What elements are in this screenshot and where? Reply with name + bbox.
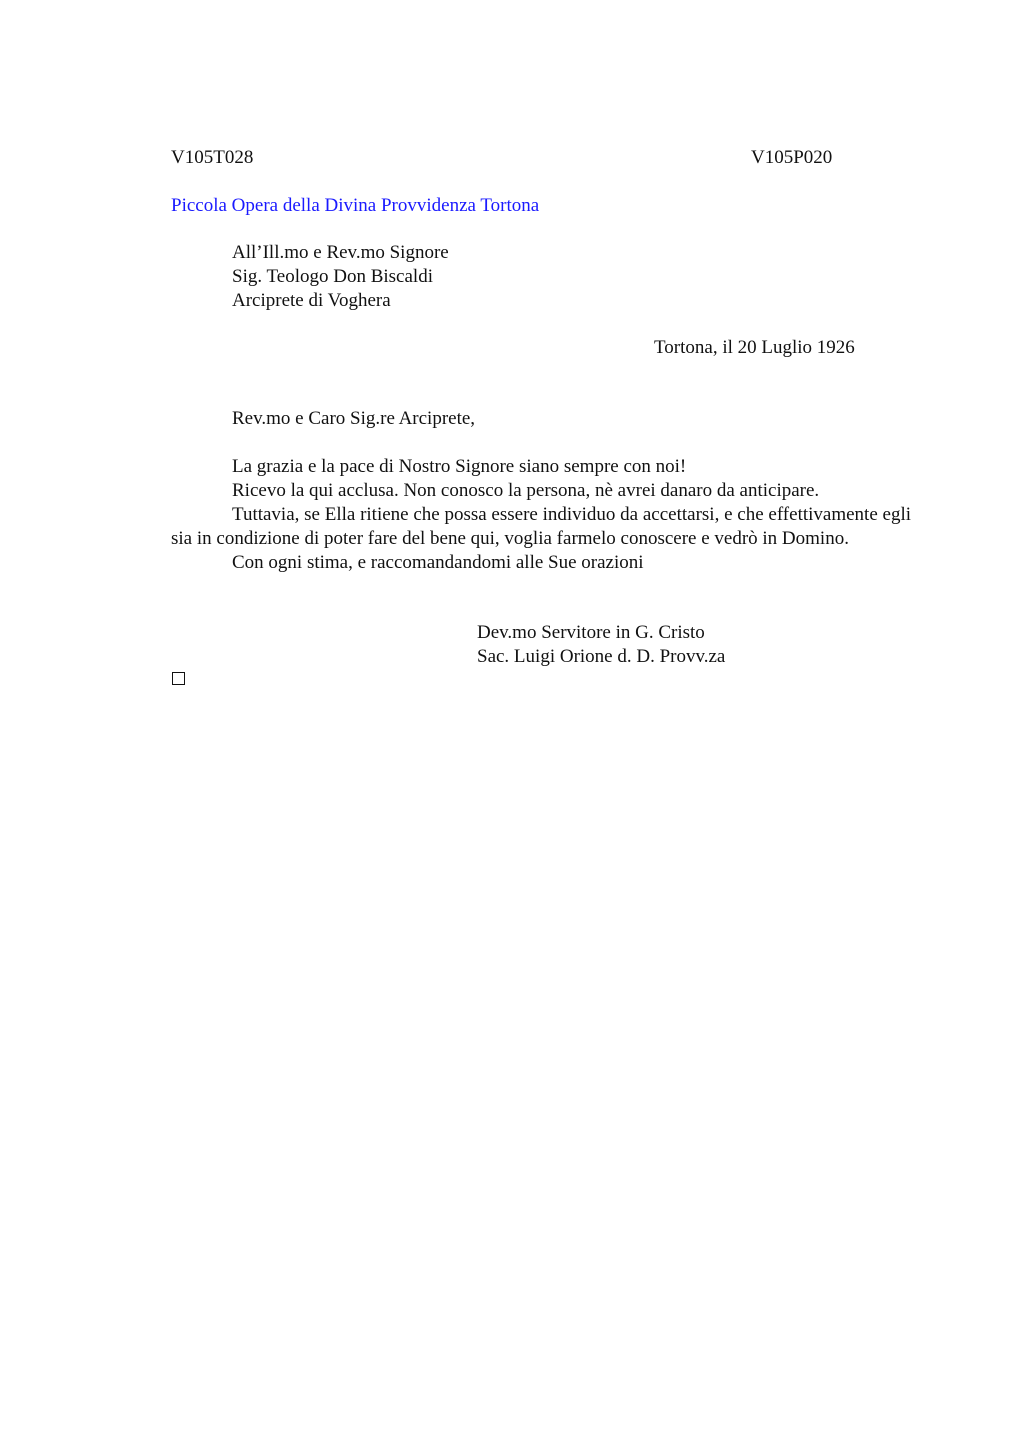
addressee-line: Arciprete di Voghera <box>232 290 391 311</box>
body-paragraph: La grazia e la pace di Nostro Signore siano sempre con noi! <box>232 456 687 477</box>
body-paragraph: Ricevo la qui acclusa. Non conosco la persona, nè avrei danaro da anticipare. <box>232 480 820 501</box>
body-paragraph: Con ogni stima, e raccomandandomi alle Sue orazioni <box>232 552 644 573</box>
letter-date: Tortona, il 20 Luglio 1926 <box>654 337 855 358</box>
letter-body <box>171 455 931 575</box>
body-paragraph: Tuttavia, se Ella ritiene che possa essere individuo da accettarsi, e che effettivamente egli sia in condizione di poter fare del bene qui, voglia farmelo conoscere e vedrò in Domino. <box>171 504 911 549</box>
signature-block <box>477 621 725 669</box>
organization-heading: Piccola Opera della Divina Provvidenza Tortona <box>171 195 540 216</box>
document-code-right: V105P020 <box>751 147 833 168</box>
addressee-block <box>232 241 449 313</box>
addressee-line: Sig. Teologo Don Biscaldi <box>232 266 433 287</box>
signature-name: Sac. Luigi Orione d. D. Provv.za <box>477 646 726 667</box>
closing-line: Dev.mo Servitore in G. Cristo <box>477 622 705 643</box>
empty-checkbox-icon <box>172 672 185 685</box>
document-code-left: V105T028 <box>171 147 254 168</box>
salutation: Rev.mo e Caro Sig.re Arciprete, <box>232 408 476 429</box>
addressee-line: All’Ill.mo e Rev.mo Signore <box>232 242 449 263</box>
